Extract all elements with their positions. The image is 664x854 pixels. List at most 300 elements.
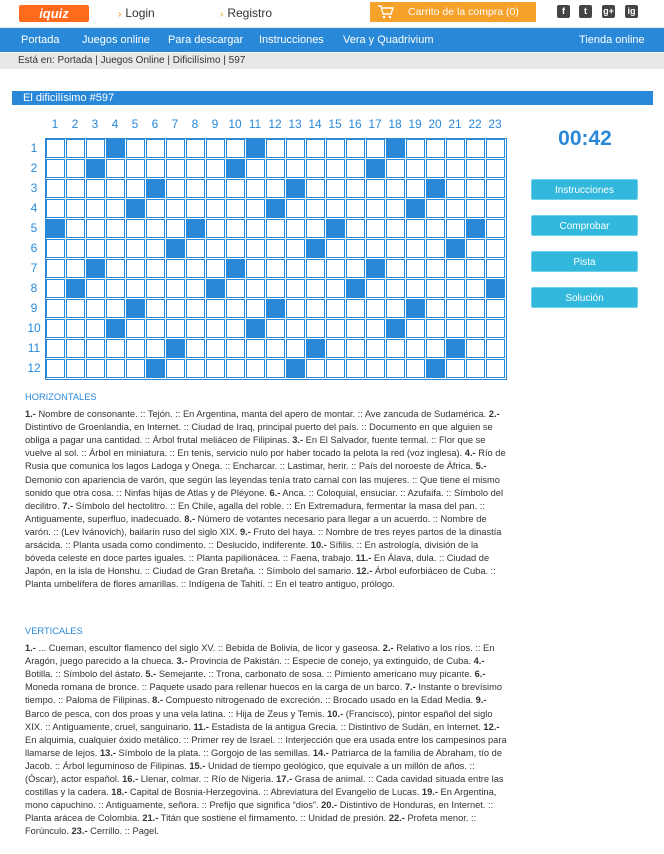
grid-cell[interactable] xyxy=(286,319,305,338)
grid-cell[interactable] xyxy=(166,199,185,218)
grid-cell[interactable] xyxy=(46,179,65,198)
grid-cell[interactable] xyxy=(386,159,405,178)
grid-cell[interactable] xyxy=(386,219,405,238)
grid-cell[interactable] xyxy=(446,259,465,278)
grid-cell-black xyxy=(306,339,325,358)
grid-cell[interactable] xyxy=(186,199,205,218)
grid-cell-black xyxy=(46,219,65,238)
grid-cell[interactable] xyxy=(466,279,485,298)
login-link-label[interactable]: Login xyxy=(125,6,155,20)
column-number: 13 xyxy=(288,117,302,131)
grid-cell[interactable] xyxy=(246,179,265,198)
grid-cell[interactable] xyxy=(106,359,125,378)
grid-cell[interactable] xyxy=(166,139,185,158)
grid-cell[interactable] xyxy=(426,319,445,338)
grid-cell[interactable] xyxy=(66,319,85,338)
grid-cell[interactable] xyxy=(86,179,105,198)
grid-cell[interactable] xyxy=(426,239,445,258)
grid-cell[interactable] xyxy=(426,139,445,158)
google-plus-icon[interactable]: g+ xyxy=(603,6,614,16)
grid-cell[interactable] xyxy=(146,139,165,158)
grid-cell[interactable] xyxy=(126,179,145,198)
grid-cell[interactable] xyxy=(326,159,345,178)
grid-cell[interactable] xyxy=(346,259,365,278)
pista-button[interactable]: Pista xyxy=(531,251,638,272)
grid-cell[interactable] xyxy=(146,339,165,358)
grid-cell[interactable] xyxy=(326,279,345,298)
grid-cell[interactable] xyxy=(106,239,125,258)
grid-cell[interactable] xyxy=(226,339,245,358)
grid-cell[interactable] xyxy=(206,339,225,358)
grid-cell[interactable] xyxy=(426,219,445,238)
grid-cell[interactable] xyxy=(66,199,85,218)
grid-cell[interactable] xyxy=(406,179,425,198)
grid-cell[interactable] xyxy=(86,239,105,258)
grid-cell[interactable] xyxy=(246,219,265,238)
grid-cell[interactable] xyxy=(446,219,465,238)
grid-cell[interactable] xyxy=(146,299,165,318)
grid-cell[interactable] xyxy=(426,159,445,178)
grid-cell[interactable] xyxy=(266,279,285,298)
column-number: 12 xyxy=(268,117,282,131)
grid-cell[interactable] xyxy=(126,219,145,238)
column-number: 17 xyxy=(368,117,382,131)
crossword-grid[interactable] xyxy=(45,138,507,380)
grid-cell[interactable] xyxy=(386,239,405,258)
grid-cell[interactable] xyxy=(226,219,245,238)
grid-cell[interactable] xyxy=(386,339,405,358)
grid-cell[interactable] xyxy=(386,199,405,218)
grid-cell[interactable] xyxy=(466,199,485,218)
grid-cell[interactable] xyxy=(66,159,85,178)
comprobar-button[interactable]: Comprobar xyxy=(531,215,638,236)
grid-cell[interactable] xyxy=(486,199,505,218)
grid-cell[interactable] xyxy=(326,139,345,158)
instagram-icon[interactable]: ig xyxy=(625,5,638,18)
cart-button[interactable] xyxy=(370,2,536,22)
grid-cell[interactable] xyxy=(126,259,145,278)
grid-cell[interactable] xyxy=(346,159,365,178)
grid-cell[interactable] xyxy=(406,279,425,298)
grid-cell[interactable] xyxy=(246,359,265,378)
grid-cell[interactable] xyxy=(326,339,345,358)
grid-cell[interactable] xyxy=(226,359,245,378)
grid-cell[interactable] xyxy=(166,299,185,318)
grid-cell[interactable] xyxy=(306,279,325,298)
grid-cell[interactable] xyxy=(366,219,385,238)
vertical-clues-text: 1.- ... Cueman, escultor flamenco del siglo XV. :: Bebida de Bolivia, de licor y gaseosa. 2.- Relativo a los ríos. :: En Aragón, juego parecido a la chueca. 3.- Provincia de Pakistán. :: Especie de conejo, ya extinguido, de Cuba. 4.- Botilla. :: Símbolo del ástato. 5.- Semejante. :: Trona, carbonato de sosa. :: Pimiento americano muy picante. 6.- Moneda romana de bronce. :: Paquete usado para rellenar huecos en la carga de un barco. 7.- Instante o brevísimo tiempo. :: Paloma de Filipinas. 8.- Compuesto nitrogenado de excreción. :: Brocado usado en la Edad Media. 9.- Barco de pesca, con dos proas y una vela latina. :: Hija de Zeus y Temis. 10.- (Francisco), pintor español del siglo XIX. :: Antiguamente, cruel, sanguinario. 11.- Estadista de la antigua Grecia. :: Distintivo de Sudán, en Internet. 12.- En alquimia, cualquier óxido metálico. :: Primer rey de Israel. :: Interjección que era usada entre los campesinos para llamarse de lejos. 13.- Símbolo de la plata. :: Gorgojo de las semillas. 14.- Patriarca de la familia de Abraham, tío de Jacob. :: Árbol leguminoso de Filipinas. 15.- Unidad de tiempo geológico, que equivale a un millón de años. :: (Óscar), actor español. 16.- Llenar, colmar. :: Río de Nigeria. 17.- Grasa de animal. :: Cada cavidad situada entre las costillas y la cadera. 18.- Capital de Bosnia-Herzegovina. :: Abreviatura del Evangelio de Lucas. 19.- En Argentina, mono capuchino. :: Antiguamente, señora. :: Prefijo que significa “dios”. 20.- Distintivo de Honduras, en Internet. :: Planta arácea de Colombia. 21.- Titán que sostiene el firmamento. :: Unidad de presión. 22.- Profeta menor. :: Forúnculo. 23.- Cerrillo. :: Pagel. xyxy=(25,643,507,837)
grid-cell[interactable] xyxy=(126,239,145,258)
grid-cell[interactable] xyxy=(146,199,165,218)
grid-cell-black xyxy=(326,219,345,238)
breadcrumb xyxy=(0,53,664,69)
grid-cell[interactable] xyxy=(426,259,445,278)
grid-cell[interactable] xyxy=(186,239,205,258)
grid-cell-black xyxy=(126,299,145,318)
grid-cell[interactable] xyxy=(266,319,285,338)
column-number: 4 xyxy=(111,117,119,131)
grid-cell[interactable] xyxy=(86,319,105,338)
grid-cell[interactable] xyxy=(366,239,385,258)
grid-cell[interactable] xyxy=(46,239,65,258)
grid-cell[interactable] xyxy=(486,179,505,198)
grid-cell[interactable] xyxy=(66,239,85,258)
grid-cell[interactable] xyxy=(306,139,325,158)
grid-cell[interactable] xyxy=(146,239,165,258)
grid-cell[interactable] xyxy=(106,259,125,278)
grid-cell[interactable] xyxy=(126,139,145,158)
grid-cell[interactable] xyxy=(386,259,405,278)
grid-cell[interactable] xyxy=(346,139,365,158)
grid-cell[interactable] xyxy=(206,219,225,238)
page-title: El dificilísimo #597 xyxy=(23,92,115,104)
grid-cell[interactable] xyxy=(146,159,165,178)
grid-cell[interactable] xyxy=(246,259,265,278)
grid-cell[interactable] xyxy=(246,199,265,218)
grid-cell-black xyxy=(186,219,205,238)
row-number: 10 xyxy=(27,321,41,335)
grid-cell-black xyxy=(166,239,185,258)
grid-cell[interactable] xyxy=(206,199,225,218)
grid-cell[interactable] xyxy=(126,359,145,378)
grid-cell[interactable] xyxy=(486,259,505,278)
grid-cell[interactable] xyxy=(346,339,365,358)
grid-cell[interactable] xyxy=(446,279,465,298)
grid-cell[interactable] xyxy=(106,179,125,198)
grid-cell[interactable] xyxy=(106,199,125,218)
grid-cell[interactable] xyxy=(266,219,285,238)
column-number: 11 xyxy=(248,117,262,131)
column-number: 9 xyxy=(211,117,219,131)
grid-cell[interactable] xyxy=(466,259,485,278)
grid-cell[interactable] xyxy=(206,319,225,338)
grid-cell[interactable] xyxy=(126,159,145,178)
register-link[interactable] xyxy=(220,6,272,20)
grid-cell[interactable] xyxy=(226,239,245,258)
grid-cell[interactable] xyxy=(266,179,285,198)
grid-cell[interactable] xyxy=(46,299,65,318)
grid-cell[interactable] xyxy=(266,359,285,378)
grid-cell[interactable] xyxy=(486,299,505,318)
grid-cell[interactable] xyxy=(426,339,445,358)
grid-cell[interactable] xyxy=(386,359,405,378)
grid-cell[interactable] xyxy=(206,179,225,198)
grid-cell[interactable] xyxy=(126,339,145,358)
nav-item-juegos-online[interactable]: Juegos online xyxy=(82,34,150,46)
grid-cell[interactable] xyxy=(166,259,185,278)
grid-cell[interactable] xyxy=(366,279,385,298)
solucion-button[interactable]: Solución xyxy=(531,287,638,308)
grid-cell[interactable] xyxy=(466,299,485,318)
grid-cell[interactable] xyxy=(446,319,465,338)
grid-cell[interactable] xyxy=(366,319,385,338)
nav-item-tienda-online[interactable]: Tienda online xyxy=(579,34,645,46)
grid-cell[interactable] xyxy=(346,199,365,218)
grid-cell[interactable] xyxy=(86,139,105,158)
grid-cell[interactable] xyxy=(66,219,85,238)
grid-cell[interactable] xyxy=(346,359,365,378)
grid-cell[interactable] xyxy=(246,279,265,298)
column-number: 15 xyxy=(328,117,342,131)
grid-cell[interactable] xyxy=(406,159,425,178)
grid-cell-black xyxy=(126,199,145,218)
grid-cell[interactable] xyxy=(326,299,345,318)
grid-cell[interactable] xyxy=(166,219,185,238)
facebook-icon[interactable]: f xyxy=(557,5,570,18)
grid-cell[interactable] xyxy=(286,139,305,158)
column-number: 19 xyxy=(408,117,422,131)
register-link-label[interactable]: Registro xyxy=(227,6,273,20)
grid-cell[interactable] xyxy=(406,319,425,338)
grid-cell[interactable] xyxy=(66,339,85,358)
grid-cell[interactable] xyxy=(46,339,65,358)
grid-cell[interactable] xyxy=(326,179,345,198)
grid-cell[interactable] xyxy=(366,339,385,358)
grid-cell[interactable] xyxy=(406,219,425,238)
grid-cell[interactable] xyxy=(386,279,405,298)
grid-cell[interactable] xyxy=(486,239,505,258)
row-number: 5 xyxy=(30,221,38,235)
grid-cell[interactable] xyxy=(306,159,325,178)
cart-label: Carrito de la compra (0) xyxy=(408,6,519,18)
grid-cell[interactable] xyxy=(326,319,345,338)
grid-cell[interactable] xyxy=(306,219,325,238)
grid-cell[interactable] xyxy=(346,239,365,258)
column-number: 7 xyxy=(171,117,179,131)
login-link[interactable] xyxy=(118,6,155,20)
grid-cell[interactable] xyxy=(306,319,325,338)
grid-cell[interactable] xyxy=(106,219,125,238)
grid-cell[interactable] xyxy=(226,199,245,218)
grid-cell[interactable] xyxy=(426,299,445,318)
grid-cell[interactable] xyxy=(286,239,305,258)
grid-cell[interactable] xyxy=(466,179,485,198)
grid-cell[interactable] xyxy=(446,139,465,158)
grid-cell[interactable] xyxy=(266,159,285,178)
main-nav xyxy=(0,28,664,52)
grid-cell[interactable] xyxy=(186,359,205,378)
grid-cell[interactable] xyxy=(186,279,205,298)
grid-cell[interactable] xyxy=(486,139,505,158)
grid-cell[interactable] xyxy=(286,279,305,298)
grid-cell[interactable] xyxy=(186,319,205,338)
grid-cell[interactable] xyxy=(246,159,265,178)
grid-cell[interactable] xyxy=(86,219,105,238)
grid-cell[interactable] xyxy=(306,359,325,378)
grid-cell-black xyxy=(426,179,445,198)
grid-cell[interactable] xyxy=(186,299,205,318)
grid-cell[interactable] xyxy=(326,259,345,278)
grid-cell[interactable] xyxy=(286,199,305,218)
grid-cell[interactable] xyxy=(266,139,285,158)
grid-cell[interactable] xyxy=(66,179,85,198)
grid-cell[interactable] xyxy=(46,319,65,338)
grid-cell[interactable] xyxy=(266,339,285,358)
grid-cell[interactable] xyxy=(366,299,385,318)
grid-cell[interactable] xyxy=(66,359,85,378)
grid-cell[interactable] xyxy=(186,179,205,198)
grid-cell[interactable] xyxy=(106,299,125,318)
grid-cell[interactable] xyxy=(126,279,145,298)
site-logo[interactable]: iquiz xyxy=(19,5,89,22)
grid-cell[interactable] xyxy=(206,159,225,178)
grid-cell[interactable] xyxy=(46,279,65,298)
grid-cell[interactable] xyxy=(326,239,345,258)
grid-cell[interactable] xyxy=(46,259,65,278)
grid-cell[interactable] xyxy=(226,299,245,318)
row-number: 11 xyxy=(27,341,41,355)
grid-cell[interactable] xyxy=(246,239,265,258)
grid-cell[interactable] xyxy=(346,219,365,238)
grid-cell[interactable] xyxy=(486,319,505,338)
grid-cell[interactable] xyxy=(166,159,185,178)
grid-cell[interactable] xyxy=(66,299,85,318)
column-number: 5 xyxy=(131,117,139,131)
grid-cell[interactable] xyxy=(306,179,325,198)
grid-cell[interactable] xyxy=(146,219,165,238)
row-number: 7 xyxy=(30,261,38,275)
grid-cell[interactable] xyxy=(206,239,225,258)
grid-cell[interactable] xyxy=(206,359,225,378)
grid-cell[interactable] xyxy=(186,339,205,358)
grid-cell[interactable] xyxy=(406,259,425,278)
grid-cell[interactable] xyxy=(426,199,445,218)
grid-cell[interactable] xyxy=(166,279,185,298)
grid-cell-black xyxy=(386,319,405,338)
grid-cell[interactable] xyxy=(406,239,425,258)
grid-cell[interactable] xyxy=(166,319,185,338)
grid-cell[interactable] xyxy=(486,339,505,358)
grid-cell[interactable] xyxy=(366,359,385,378)
grid-cell[interactable] xyxy=(466,139,485,158)
row-number: 1 xyxy=(30,141,38,155)
grid-cell[interactable] xyxy=(206,139,225,158)
grid-cell[interactable] xyxy=(446,299,465,318)
grid-cell[interactable] xyxy=(366,139,385,158)
grid-cell[interactable] xyxy=(106,159,125,178)
grid-cell[interactable] xyxy=(226,319,245,338)
grid-cell[interactable] xyxy=(266,259,285,278)
grid-cell[interactable] xyxy=(366,199,385,218)
grid-cell[interactable] xyxy=(66,139,85,158)
grid-cell[interactable] xyxy=(386,299,405,318)
grid-cell-black xyxy=(246,319,265,338)
twitter-icon[interactable]: t xyxy=(579,5,592,18)
instrucciones-button[interactable]: Instrucciones xyxy=(531,179,638,200)
grid-cell[interactable] xyxy=(86,199,105,218)
grid-cell[interactable] xyxy=(446,179,465,198)
grid-cell[interactable] xyxy=(86,279,105,298)
grid-cell[interactable] xyxy=(226,279,245,298)
grid-cell[interactable] xyxy=(326,199,345,218)
grid-cell[interactable] xyxy=(286,299,305,318)
grid-cell[interactable] xyxy=(446,359,465,378)
grid-cell[interactable] xyxy=(186,159,205,178)
grid-cell[interactable] xyxy=(266,239,285,258)
grid-cell[interactable] xyxy=(86,339,105,358)
column-number: 16 xyxy=(348,117,362,131)
grid-cell[interactable] xyxy=(346,179,365,198)
grid-cell[interactable] xyxy=(146,259,165,278)
grid-cell[interactable] xyxy=(166,179,185,198)
grid-cell[interactable] xyxy=(286,159,305,178)
grid-cell[interactable] xyxy=(106,279,125,298)
grid-cell[interactable] xyxy=(186,259,205,278)
nav-item-instrucciones[interactable]: Instrucciones xyxy=(259,34,324,46)
grid-cell-black xyxy=(466,219,485,238)
grid-cell[interactable] xyxy=(86,359,105,378)
nav-item-portada[interactable]: Portada xyxy=(21,34,60,46)
grid-cell[interactable] xyxy=(466,339,485,358)
grid-cell[interactable] xyxy=(466,239,485,258)
grid-cell-black xyxy=(266,199,285,218)
grid-cell-black xyxy=(486,279,505,298)
grid-cell[interactable] xyxy=(366,179,385,198)
grid-cell[interactable] xyxy=(66,259,85,278)
grid-cell[interactable] xyxy=(466,319,485,338)
grid-cell[interactable] xyxy=(466,159,485,178)
grid-cell[interactable] xyxy=(286,219,305,238)
grid-cell[interactable] xyxy=(206,299,225,318)
grid-cell-black xyxy=(306,239,325,258)
grid-cell[interactable] xyxy=(146,319,165,338)
column-number: 3 xyxy=(91,117,99,131)
grid-cell[interactable] xyxy=(246,339,265,358)
grid-cell[interactable] xyxy=(486,219,505,238)
grid-cell[interactable] xyxy=(426,279,445,298)
grid-cell[interactable] xyxy=(206,259,225,278)
grid-cell[interactable] xyxy=(326,359,345,378)
grid-cell[interactable] xyxy=(226,179,245,198)
column-number: 1 xyxy=(51,117,59,131)
grid-cell[interactable] xyxy=(86,299,105,318)
grid-cell[interactable] xyxy=(466,359,485,378)
grid-cell[interactable] xyxy=(126,319,145,338)
grid-cell[interactable] xyxy=(306,259,325,278)
column-number: 21 xyxy=(448,117,462,131)
grid-cell[interactable] xyxy=(46,199,65,218)
grid-cell[interactable] xyxy=(406,359,425,378)
row-number: 2 xyxy=(30,161,38,175)
nav-item-para-descargar[interactable]: Para descargar xyxy=(168,34,244,46)
grid-cell[interactable] xyxy=(46,159,65,178)
grid-cell[interactable] xyxy=(406,139,425,158)
grid-cell[interactable] xyxy=(106,339,125,358)
grid-cell[interactable] xyxy=(46,359,65,378)
grid-cell[interactable] xyxy=(286,259,305,278)
grid-cell[interactable] xyxy=(46,139,65,158)
grid-cell-black xyxy=(446,239,465,258)
grid-cell[interactable] xyxy=(486,159,505,178)
grid-cell[interactable] xyxy=(446,199,465,218)
grid-cell[interactable] xyxy=(166,359,185,378)
grid-cell[interactable] xyxy=(346,319,365,338)
nav-item-vera-quadrivium[interactable]: Vera y Quadrivium xyxy=(343,34,434,46)
grid-cell[interactable] xyxy=(146,279,165,298)
grid-cell[interactable] xyxy=(286,339,305,358)
grid-cell[interactable] xyxy=(406,339,425,358)
grid-cell[interactable] xyxy=(386,179,405,198)
grid-cell[interactable] xyxy=(486,359,505,378)
grid-cell[interactable] xyxy=(186,139,205,158)
grid-cell[interactable] xyxy=(226,139,245,158)
grid-cell[interactable] xyxy=(246,299,265,318)
grid-cell[interactable] xyxy=(306,199,325,218)
grid-cell[interactable] xyxy=(306,299,325,318)
grid-cell-black xyxy=(386,139,405,158)
grid-cell[interactable] xyxy=(446,159,465,178)
grid-cell[interactable] xyxy=(346,299,365,318)
